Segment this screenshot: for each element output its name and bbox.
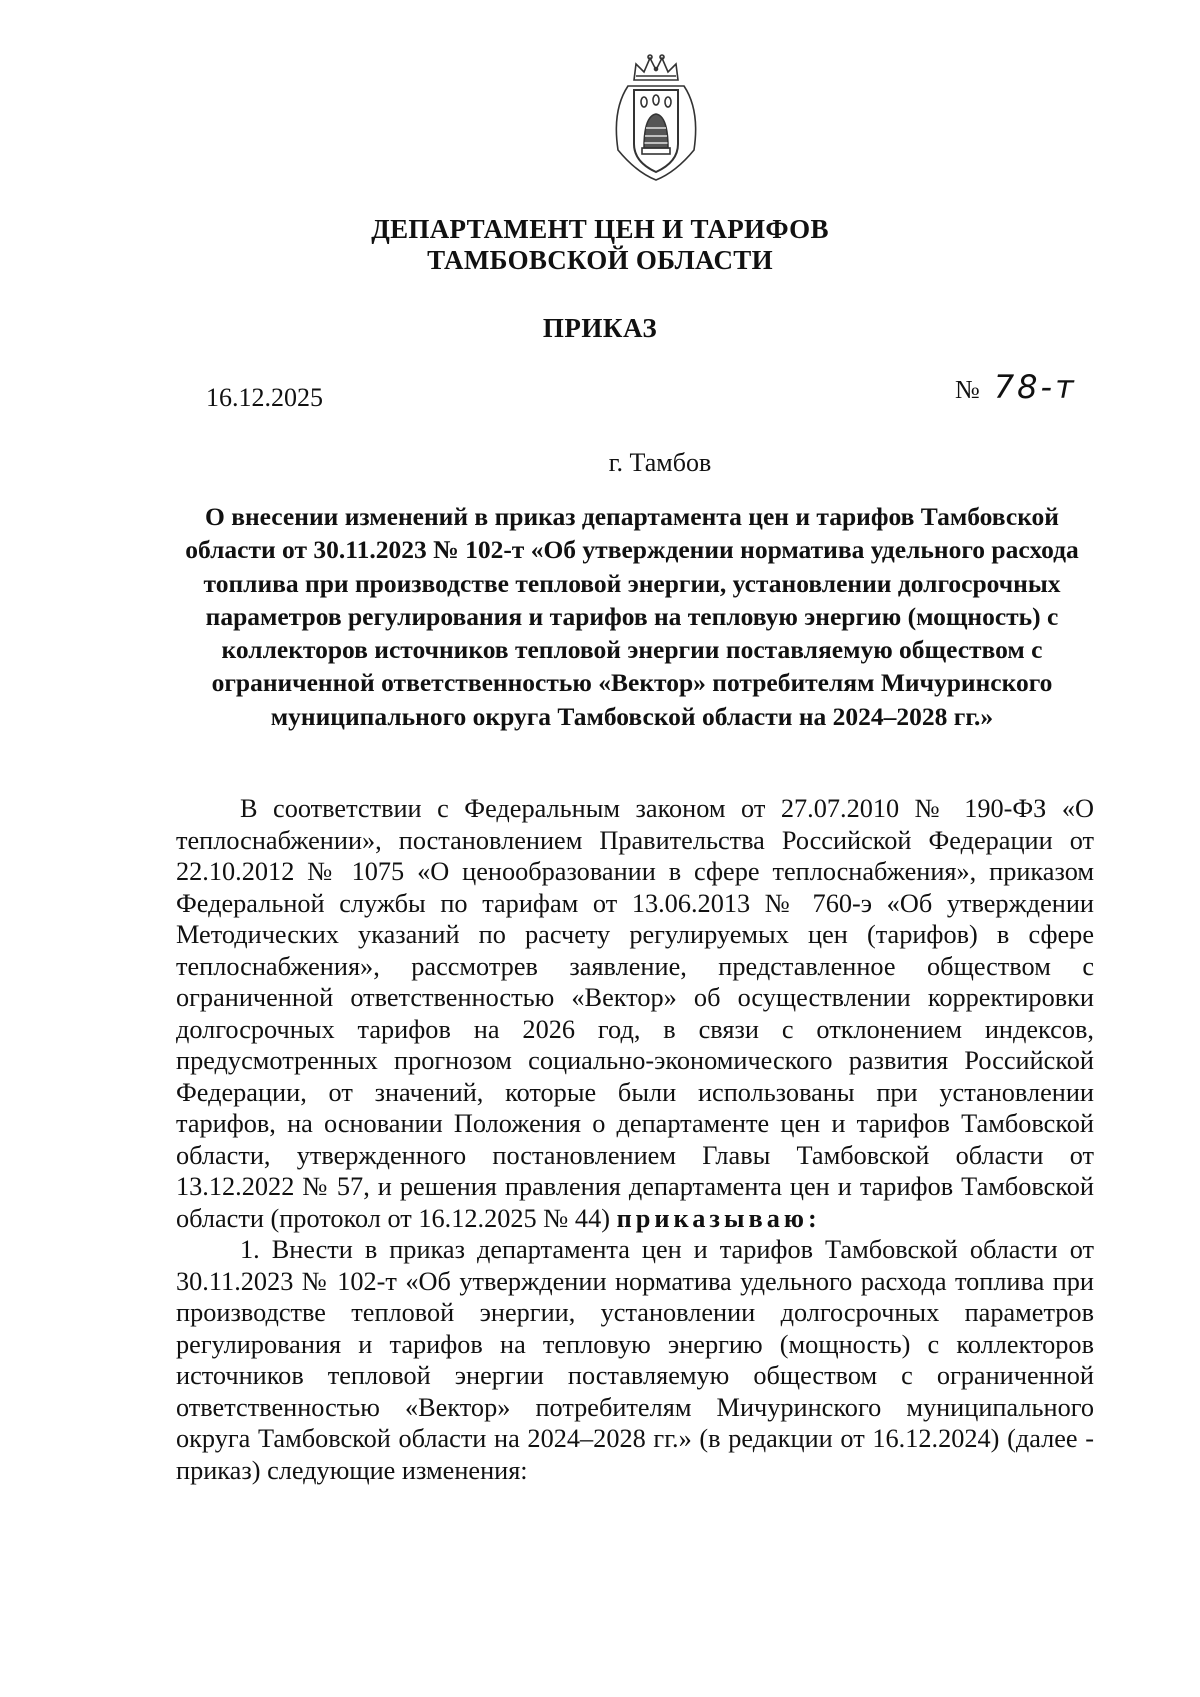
handwritten-number: 78-т [993,368,1077,406]
city: г. Тамбов [608,448,712,477]
department-name-line2: ТАМБОВСКОЙ ОБЛАСТИ [427,245,773,275]
item-1-paragraph: 1. Внести в приказ департамента цен и тарифов Тамбовской области от 30.11.2023 № 102-т «Об утверждении норматива удельного расхода топлива при производстве тепловой энергии, установлении долгосрочных параметров регулирования и тарифов на тепловую энергию (мощность) с коллекторов источников тепловой энергии поставляемую обществом с ограниченной ответственностью «Вектор» потребителям Мичуринского муниципального округа Тамбовской области на 2024–2028 гг.» (в редакции от 16.12.2024) (далее - приказ) следующие изменения: [176,1235,1094,1485]
number-sign: № [955,375,980,404]
preamble-paragraph [176,793,1094,1234]
order-subject: О внесении изменений в приказ департамента цен и тарифов Тамбовской области от 30.11.2023 № 102-т «Об утверждении норматива удельного расхода топлива при производстве тепловой энергии, установлении долгосрочных параметров регулирования и тарифов на тепловую энергию (мощность) с коллекторов источников тепловой энергии поставляемую обществом с ограниченной ответственностью «Вектор» потребителям Мичуринского муниципального округа Тамбовской области на 2024–2028 гг.» [185,502,1079,731]
order-body [176,793,1094,1486]
preamble-text: В соответствии с Федеральным законом от 27.07.2010 № 190-ФЗ «О теплоснабжении», постановлением Правительства Российской Федерации от 22.10.2012 № 1075 «О ценообразовании в сфере теплоснабжения», приказом Федеральной службы по тарифам от 13.06.2013 № 760-э «Об утверждении Методических указаний по расчету регулируемых цен (тарифов) в сфере теплоснабжения», рассмотрев заявление, представленное обществом с ограниченной ответственностью «Вектор» об осуществлении корректировки долгосрочных тарифов на 2026 год, в связи с отклонением индексов, предусмотренных прогнозом социально-экономического развития Российской Федерации, от значений, которые были использованы при установлении тарифов, на основании Положения о департаменте цен и тарифов Тамбовской области, утвержденного постановлением Главы Тамбовской области от 13.12.2022 № 57, и решения правления департамента цен и тарифов Тамбовской области (протокол от 16.12.2025 № 44) [176,794,1094,1233]
department-name-line1: ДЕПАРТАМЕНТ ЦЕН И ТАРИФОВ [371,214,829,244]
order-number [955,368,1077,406]
document-type: ПРИКАЗ [542,313,658,343]
order-word: приказываю: [616,1203,821,1233]
coat-of-arms-icon [606,50,706,186]
order-date: 16.12.2025 [206,383,323,412]
